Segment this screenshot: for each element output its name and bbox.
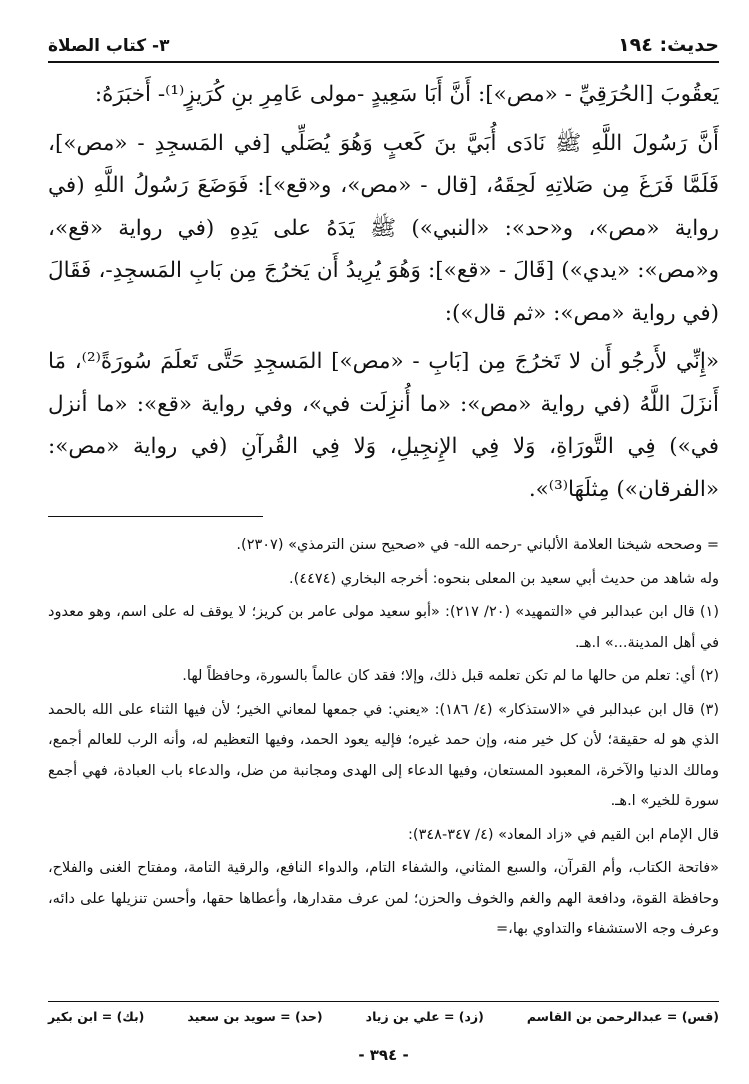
footnote: «فاتحة الكتاب، وأم القرآن، والسبع المثاني، والشفاء التام، والدواء النافع، والرقية التامة، ومفتاح الغنى والفلاح، وحافظة القوة، ودافعة الهم والغم والخوف والحزن؛ لمن عرف مقدارها، وأعطاها حقها، وأحسن تنزيلها على دائه، وعرف وجه الاستشفاء والتداوي بها،= <box>48 860 719 937</box>
legend-item: (قس) = عبدالرحمن بن القاسم <box>526 1009 719 1024</box>
footnote: قال الإمام ابن القيم في «زاد المعاد» (٤/ ٣٤٧-٣٤٨): <box>408 826 719 843</box>
footnote: (٣) قال ابن عبدالبر في «الاستذكار» (٤/ ١٨٦): «يعني: في جمعها لمعاني الخير؛ لأن فيها الثناء على الله بالحمد الذي هو له حقيقة؛ لأن كل خير منه، وإن حمد غيره؛ فإليه يعود الحمد، وفيها التعظيم له، وأنه الرب للعالم أجمع، ومالك الدنيا والآخرة، المعبود المستعان، وفيها الدعاء إلى الهدى ومجانبة من ضل، والدعاء باب العبادة، فهي أجمع سورة للخير» ا.هـ. <box>48 701 720 809</box>
header-rule <box>48 61 719 63</box>
footnote: = وصححه شيخنا العلامة الألباني -رحمه الله- في «صحيح سنن الترمذي» (٢٣٠٧). <box>236 537 719 553</box>
page-number: - ٣٩٤ - <box>358 1046 409 1064</box>
chapter-title: ٣- كتاب الصلاة <box>48 36 170 56</box>
legend-rule <box>48 1001 719 1002</box>
hadith-number: حديث: ١٩٤ <box>618 34 719 56</box>
footnote-separator <box>48 516 263 517</box>
legend-item: (بك) = ابن بكير <box>48 1009 145 1024</box>
hadith-paragraph: «إِنِّي لأَرجُو أَن لا تَخرُجَ مِن [بَابِ - «مص»] المَسجِدِ حَتَّى تَعلَمَ سُورَةً⁽²⁾، مَا أَنزَلَ اللَّهُ (في رواية «مص»: «ما أُنزِلَت في»، وفي رواية «قع»: «ما أنزل في») فِي التَّورَاةِ، وَلا فِي الإِنجِيلِ، وَلا فِي القُرآنِ (في رواية «مص»: «الفرقان») مِثلَهَا⁽³⁾». <box>48 349 720 502</box>
legend-item: (حد) = سويد بن سعيد <box>187 1009 323 1024</box>
hadith-text <box>48 74 719 511</box>
footnote: (٢) أي: تعلم من حالها ما لم تكن تعلمه قبل ذلك، وإلا؛ فقد كان عالماً بالسورة، وحافظاً لها. <box>182 668 719 684</box>
hadith-paragraph: يَعقُوبَ [الحُرَقِيِّ - «مص»]: أَنَّ أَبَا سَعِيدٍ -مولى عَامِرِ بنِ كُرَيزٍ⁽¹⁾- أَخبَرَهُ: <box>94 82 719 107</box>
legend-item: (زد) = علي بن زياد <box>365 1009 484 1024</box>
abbreviation-legend <box>48 1009 719 1024</box>
footnotes <box>48 530 719 945</box>
footnote: وله شاهد من حديث أبي سعيد بن المعلى بنحوه: أخرجه البخاري (٤٤٧٤). <box>289 570 719 587</box>
running-header <box>48 30 719 56</box>
footnote: (١) قال ابن عبدالبر في «التمهيد» (٢٠/ ٢١٧): «أبو سعيد مولى عامر بن كريز؛ لا يوقف له على اسم، وهو معدود في أهل المدينة...» ا.هـ. <box>48 604 719 651</box>
hadith-paragraph: أَنَّ رَسُولَ اللَّهِ ﷺ نَادَى أُبَيَّ بنَ كَعبٍ وَهُوَ يُصَلِّي [في المَسجِدِ - «مص»]، فَلَمَّا فَرَغَ مِن صَلاتِهِ لَحِقَهُ، [قال - «مص»، و«قع»]: فَوَضَعَ رَسُولُ اللَّهِ (في رواية «مص»، و«حد»: «النبي») ﷺ يَدَهُ على يَدِهِ (في رواية «قع»، و«مص»: «يدي») [قَالَ - «قع»]: وَهُوَ يُرِيدُ أَن يَخرُجَ مِن بَابِ المَسجِدِ-، فَقَالَ (في رواية «مص»: «ثم قال»): <box>48 130 719 326</box>
book-page <box>48 0 719 1084</box>
